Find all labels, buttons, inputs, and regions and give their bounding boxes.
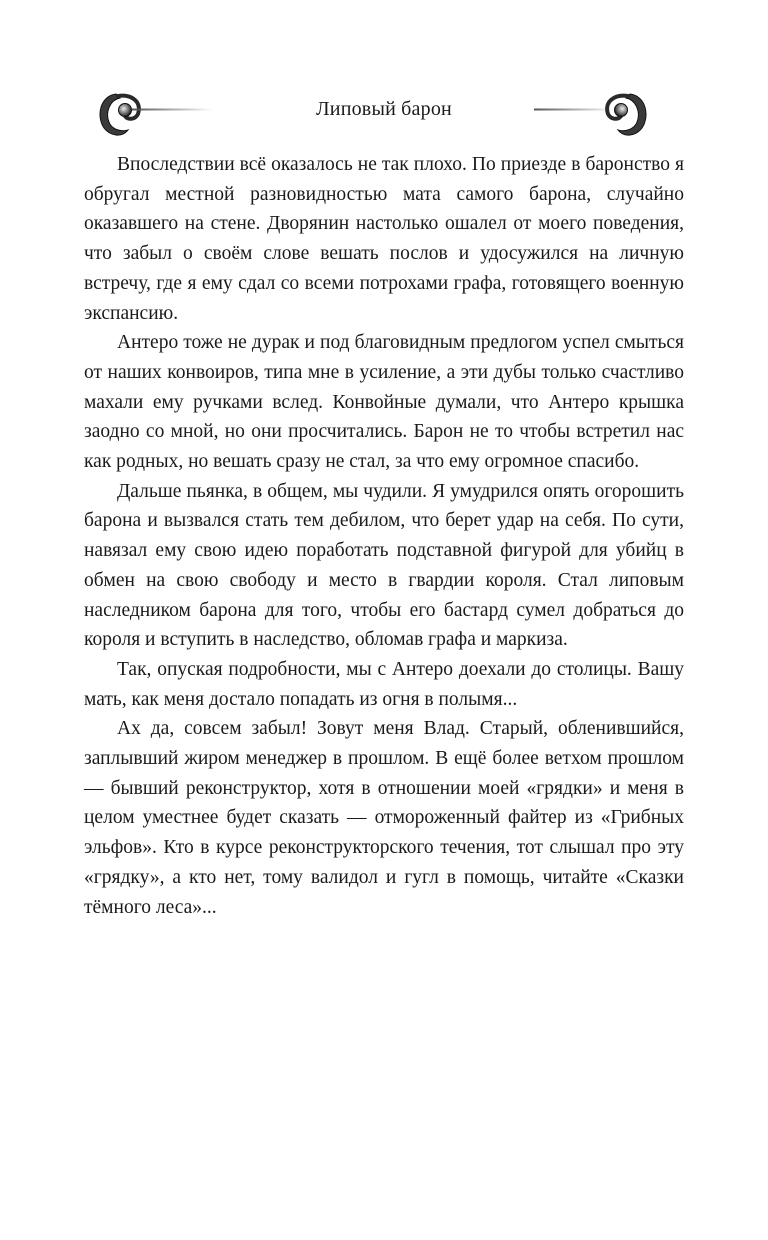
running-header	[0, 86, 768, 142]
body-text	[84, 150, 684, 922]
paragraph: Антеро тоже не дурак и под благовидным предлогом успел смыться от наших конвоиров, типа мне в усиление, а эти дубы только счастливо махали ему ручками вслед. Конвойные думали, что Антеро крышка заодно со мной, но они просчитались. Барон не то чтобы встретил нас как родных, но вешать сразу не стал, за что ему огромное спасибо.	[84, 332, 684, 473]
paragraph: Впоследствии всё оказалось не так плохо. По приезде в баронство я обругал местной разновидностью мата самого барона, случайно оказавшего на стене. Дворянин настолько ошалел от моего поведения, что забыл о своём слове вешать послов и удосужился на личную встречу, где я ему сдал со всеми потрохами графа, готовящего военную экспансию.	[84, 154, 684, 324]
paragraph: Ах да, совсем забыл! Зовут меня Влад. Старый, обленившийся, заплывший жиром менеджер в прошлом. В ещё более ветхом прошлом — бывший реконструктор, хотя в отношении моей «грядки» и меня в целом уместнее будет сказать — отмороженный файтер из «Грибных эльфов». Кто в курсе реконструкторского течения, тот слышал про эту «грядку», а кто нет, тому валидол и гугл в помощь, читайте «Сказки тёмного леса»...	[84, 718, 684, 918]
running-title: Липовый барон	[316, 98, 452, 120]
paragraph: Дальше пьянка, в общем, мы чудили. Я умудрился опять огорошить барона и вызвался стать тем дебилом, что берет удар на себя. По сути, навязал ему свою идею поработать подставной фигурой для убийц в обмен на свою свободу и место в гвардии короля. Стал липовым наследником барона для того, чтобы его бастард сумел добраться до короля и вступить в наследство, обломав графа и маркиза.	[84, 480, 684, 651]
curl-ornament-icon	[534, 86, 654, 142]
paragraph: Так, опуская подробности, мы с Антеро доехали до столицы. Вашу мать, как меня достало попадать из огня в полымя...	[84, 658, 684, 710]
